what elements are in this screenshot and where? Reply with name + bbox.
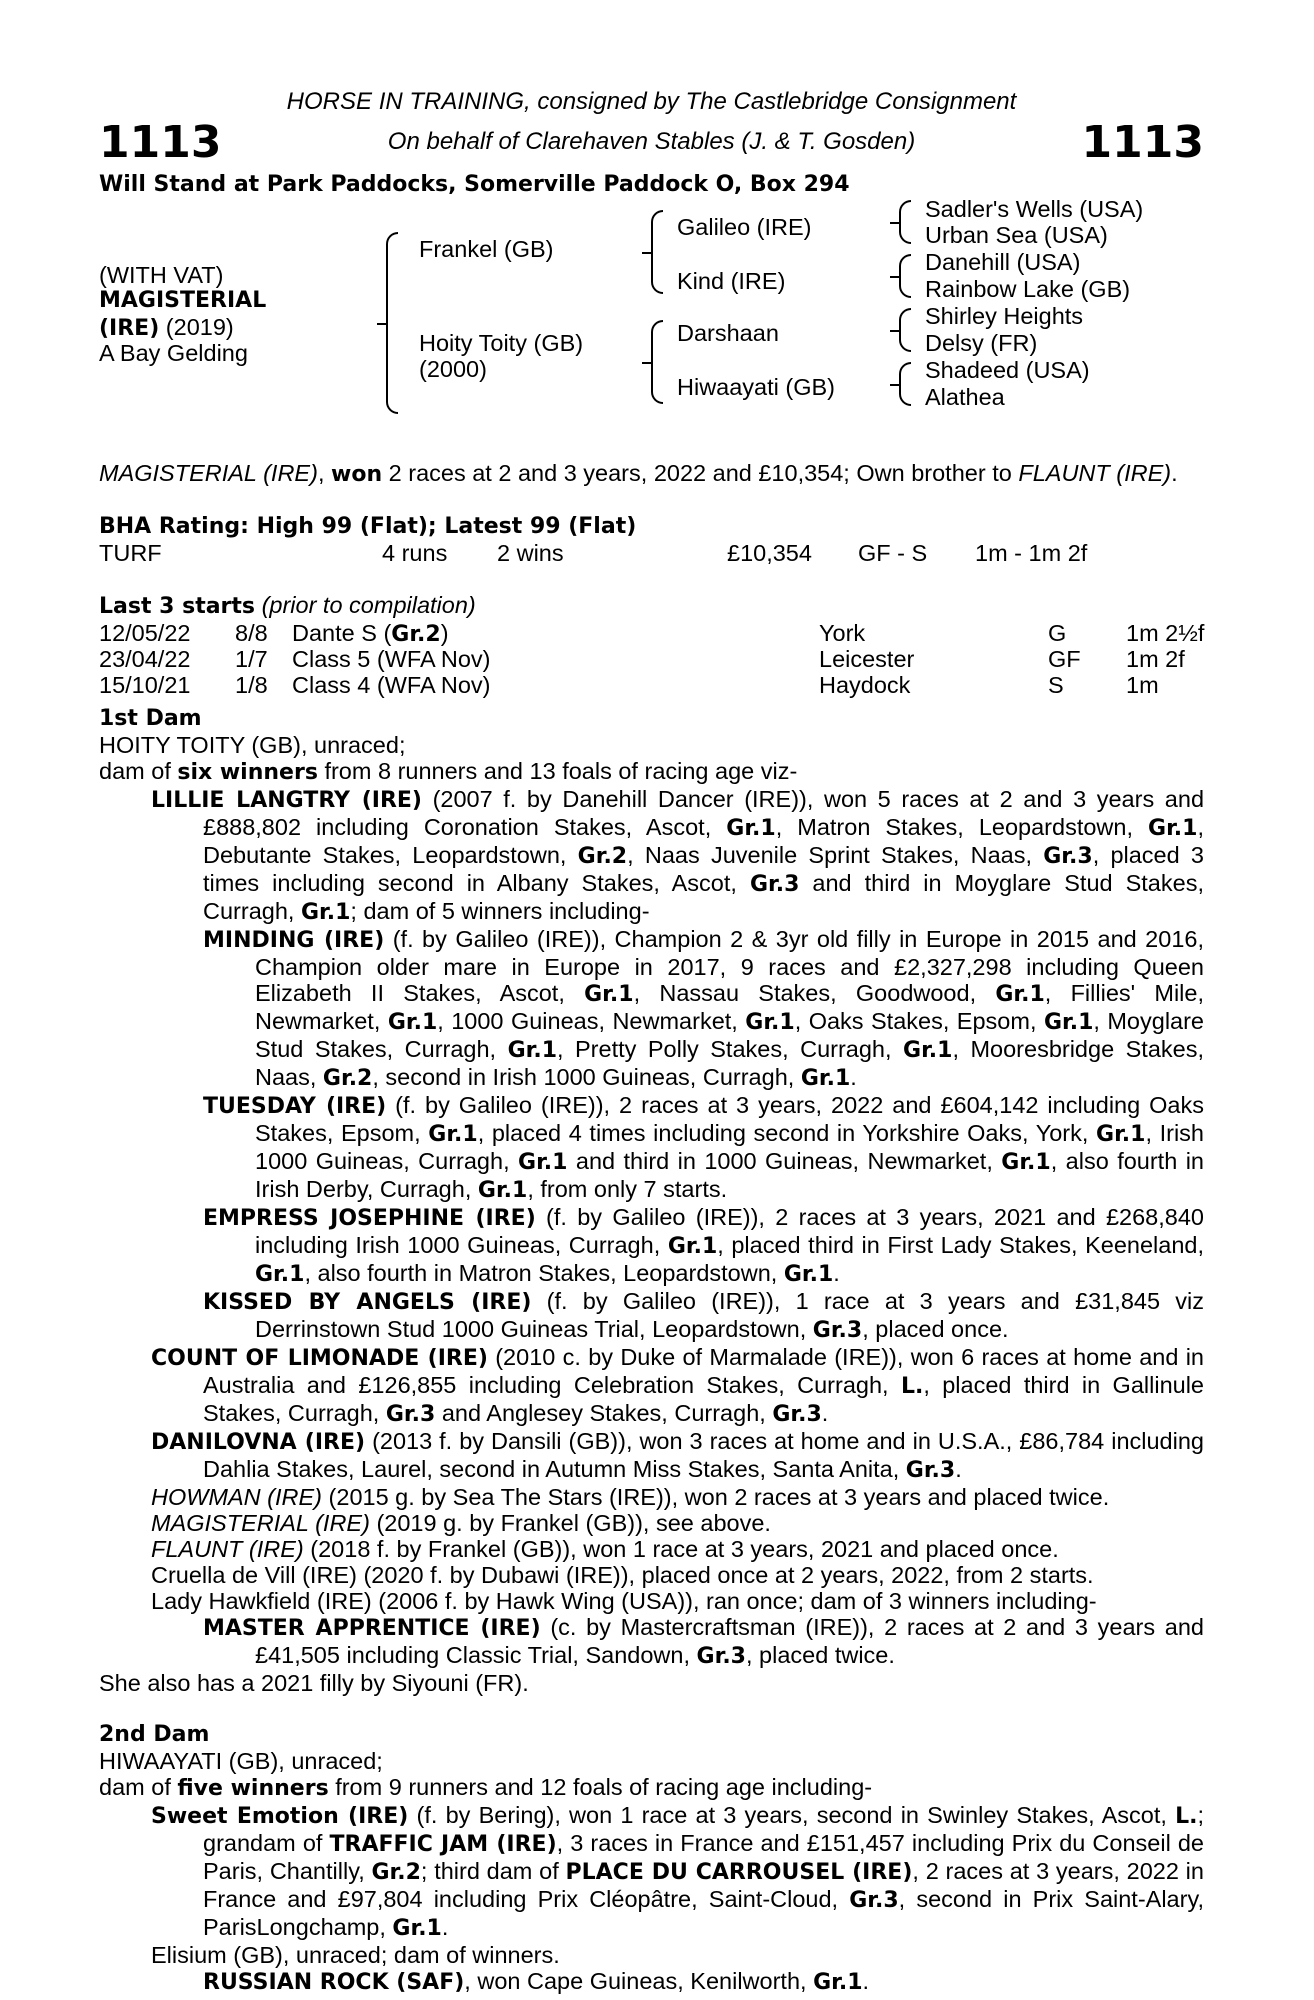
produce-howman: HOWMAN (IRE) (2015 g. by Sea The Stars (IRE)), won 2 races at 3 years and placed twice. [151, 1484, 1110, 1510]
gg-4: Rainbow Lake (GB) [925, 276, 1131, 302]
produce-magisterial: MAGISTERIAL (IRE) (2019 g. by Frankel (GB)), see above. [151, 1510, 771, 1536]
rating-title: BHA Rating: High 99 (Flat); Latest 99 (Flat) [99, 514, 637, 539]
dam-year: (2000) [419, 356, 487, 382]
brace-g4 [899, 362, 911, 406]
start-dist: 1m 2f [1126, 646, 1185, 672]
produce-empress-josephine: EMPRESS JOSEPHINE (IRE) (f. by Galileo (IRE)), 2 races at 3 years, 2021 and £268,840 including Irish 1000 Guineas, Curragh, Gr.1, placed third in First Lady Stakes, Keeneland, Gr.1, also fourth in Matron Stakes, Leopardstown, Gr.1. [203, 1204, 1204, 1287]
pedigree-table [99, 196, 1204, 420]
brace-dam [651, 320, 663, 404]
horse-description: A Bay Gelding [99, 340, 248, 366]
start-dist: 1m [1126, 672, 1159, 698]
brace-g3 [899, 308, 911, 352]
produce-minding: MINDING (IRE) (f. by Galileo (IRE)), Champion 2 & 3yr old filly in Europe in 2015 and 2016, Champion older mare in Europe in 2017, 9 races and £2,327,298 including Queen Elizabeth II Stakes, Ascot, Gr.1, Nassau Stakes, Goodwood, Gr.1, Fillies' Mile, Newmarket, Gr.1, 1000 Guineas, Newmarket, Gr.1, Oaks Stakes, Epsom, Gr.1, Moyglare Stud Stakes, Curragh, Gr.1, Pretty Polly Stakes, Curragh, Gr.1, Mooresbridge Stakes, Naas, Gr.2, second in Irish 1000 Guineas, Curragh, Gr.1. [203, 926, 1205, 1091]
first-dam-summary: dam of six winners from 8 runners and 13 foals of racing age viz- [99, 758, 798, 785]
produce-count-of-limonade: COUNT OF LIMONADE (IRE) (2010 c. by Duke of Marmalade (IRE)), won 6 races at home and in Australia and £126,855 including Celebration Stakes, Curragh, L., placed third in Gallinule Stakes, Curragh, Gr.3 and Anglesey Stakes, Curragh, Gr.3. [151, 1344, 1204, 1427]
start-row [99, 672, 1204, 698]
start-course: Leicester [819, 646, 915, 672]
rating-section [99, 514, 1204, 566]
start-row [99, 646, 1204, 672]
sire: Frankel (GB) [419, 236, 554, 262]
start-going: S [1048, 672, 1064, 698]
start-row [99, 620, 1204, 646]
produce-danilovna: DANILOVNA (IRE) (2013 f. by Dansili (GB)), won 3 races at home and in U.S.A., £86,784 including Dahlia Stakes, Laurel, second in Autumn Miss Stakes, Santa Anita, Gr.3. [151, 1428, 1204, 1483]
vat-label: (WITH VAT) [99, 262, 224, 288]
start-date: 15/10/21 [99, 672, 191, 698]
start-race: Class 5 (WFA Nov) [292, 646, 491, 672]
last-starts-table [99, 620, 1204, 698]
start-pos: 1/8 [235, 672, 268, 698]
gg-8: Alathea [925, 384, 1005, 410]
footer-note: She also has a 2021 filly by Siyouni (FR). [99, 1670, 529, 1696]
start-pos: 8/8 [235, 620, 268, 646]
gg-3: Danehill (USA) [925, 249, 1081, 275]
produce-kissed-by-angels: KISSED BY ANGELS (IRE) (f. by Galileo (IRE)), 1 race at 3 years and £31,845 viz Derrinstown Stud 1000 Guineas Trial, Leopardstown, Gr.3, placed once. [203, 1288, 1204, 1343]
lot-number-left: 1113 [99, 117, 222, 168]
first-dam-name: HOITY TOITY (GB), unraced; [99, 732, 406, 758]
start-course: Haydock [819, 672, 911, 698]
start-course: York [819, 620, 866, 646]
brace-g1 [899, 200, 911, 244]
produce-elisium: Elisium (GB), unraced; dam of winners. [151, 1942, 560, 1968]
catalogue-page [99, 82, 1204, 1996]
brace-main [386, 232, 398, 414]
second-dam-summary: dam of five winners from 9 runners and 12 foals of racing age including- [99, 1774, 873, 1801]
second-dam-name: HIWAAYATI (GB), unraced; [99, 1748, 383, 1774]
second-dam-section [99, 1722, 1204, 1996]
start-race: Class 4 (WFA Nov) [292, 672, 491, 698]
start-date: 23/04/22 [99, 646, 191, 672]
start-going: G [1048, 620, 1067, 646]
horse-name: MAGISTERIAL [99, 288, 267, 313]
gg-6: Delsy (FR) [925, 330, 1038, 356]
race-summary: MAGISTERIAL (IRE), won 2 races at 2 and 3 years, 2022 and £10,354; Own brother to FLAUNT (IRE). [99, 460, 1178, 487]
rating-row: TURF 4 runs 2 wins £10,354 GF - S 1m - 1m 2f [99, 540, 1088, 566]
horse-name-suffix: (IRE) (2019) [99, 314, 234, 341]
brace-sire [651, 210, 663, 294]
last-starts-title: Last 3 starts (prior to compilation) [99, 592, 476, 619]
first-dam-title: 1st Dam [99, 706, 202, 731]
produce-flaunt: FLAUNT (IRE) (2018 f. by Frankel (GB)), won 1 race at 3 years, 2021 and placed once. [151, 1536, 1059, 1562]
dam-sire: Darshaan [677, 320, 779, 346]
start-date: 12/05/22 [99, 620, 191, 646]
start-race: Dante S (Gr.2) [292, 620, 449, 647]
second-dam-title: 2nd Dam [99, 1722, 210, 1747]
first-dam-section [99, 706, 1204, 1696]
vendor-line: On behalf of Clarehaven Stables (J. & T. Gosden) [387, 128, 916, 155]
produce-sweet-emotion: Sweet Emotion (IRE) (f. by Bering), won 1 race at 3 years, second in Swinley Stakes, Ascot, L.; grandam of TRAFFIC JAM (IRE), 3 races in France and £151,457 including Prix du Conseil de Paris, Chantilly, Gr.2; third dam of PLACE DU CARROUSEL (IRE), 2 races at 3 years, 2022 in France and £97,804 including Prix Cléopâtre, Saint-Cloud, Gr.3, second in Prix Saint-Alary, ParisLongchamp, Gr.1. [151, 1802, 1205, 1941]
brace-g2 [899, 254, 911, 298]
gg-2: Urban Sea (USA) [925, 222, 1108, 248]
sire-sire: Galileo (IRE) [677, 214, 812, 240]
start-going: GF [1048, 646, 1081, 672]
produce-master-apprentice: MASTER APPRENTICE (IRE) (c. by Mastercraftsman (IRE)), 2 races at 2 and 3 years and £41,505 including Classic Trial, Sandown, Gr.3, placed twice. [203, 1614, 1204, 1669]
produce-tuesday: TUESDAY (IRE) (f. by Galileo (IRE)), 2 races at 3 years, 2022 and £604,142 including Oaks Stakes, Epsom, Gr.1, placed 4 times including second in Yorkshire Oaks, York, Gr.1, Irish 1000 Guineas, Curragh, Gr.1 and third in 1000 Guineas, Newmarket, Gr.1, also fourth in Irish Derby, Curragh, Gr.1, from only 7 starts. [203, 1092, 1204, 1203]
stand-location: Will Stand at Park Paddocks, Somerville Paddock O, Box 294 [99, 172, 850, 197]
start-dist: 1m 2½f [1126, 620, 1205, 646]
start-pos: 1/7 [235, 646, 268, 672]
consignor-line: HORSE IN TRAINING, consigned by The Castlebridge Consignment [286, 88, 1017, 115]
gg-7: Shadeed (USA) [925, 357, 1090, 383]
last-starts-section [99, 592, 1204, 698]
sire-dam: Kind (IRE) [677, 268, 786, 294]
dam: Hoity Toity (GB) [419, 330, 584, 356]
gg-1: Sadler's Wells (USA) [925, 196, 1144, 222]
dam-dam: Hiwaayati (GB) [677, 374, 836, 400]
produce-russian-rock: RUSSIAN ROCK (SAF), won Cape Guineas, Kenilworth, Gr.1. [203, 1968, 870, 1995]
produce-cruella: Cruella de Vill (IRE) (2020 f. by Dubawi (IRE)), placed once at 2 years, 2022, from 2 starts. [151, 1562, 1094, 1588]
produce-lillie-langtry: LILLIE LANGTRY (IRE) (2007 f. by Danehill Dancer (IRE)), won 5 races at 2 and 3 years and £888,802 including Coronation Stakes, Ascot, Gr.1, Matron Stakes, Leopardstown, Gr.1, Debutante Stakes, Leopardstown, Gr.2, Naas Juvenile Sprint Stakes, Naas, Gr.3, placed 3 times including second in Albany Stakes, Ascot, Gr.3 and third in Moyglare Stud Stakes, Curragh, Gr.1; dam of 5 winners including- [151, 786, 1205, 925]
lot-number-right: 1113 [1081, 117, 1204, 168]
produce-lady-hawkfield: Lady Hawkfield (IRE) (2006 f. by Hawk Wing (USA)), ran once; dam of 3 winners including- [151, 1588, 1097, 1614]
gg-5: Shirley Heights [925, 303, 1084, 329]
